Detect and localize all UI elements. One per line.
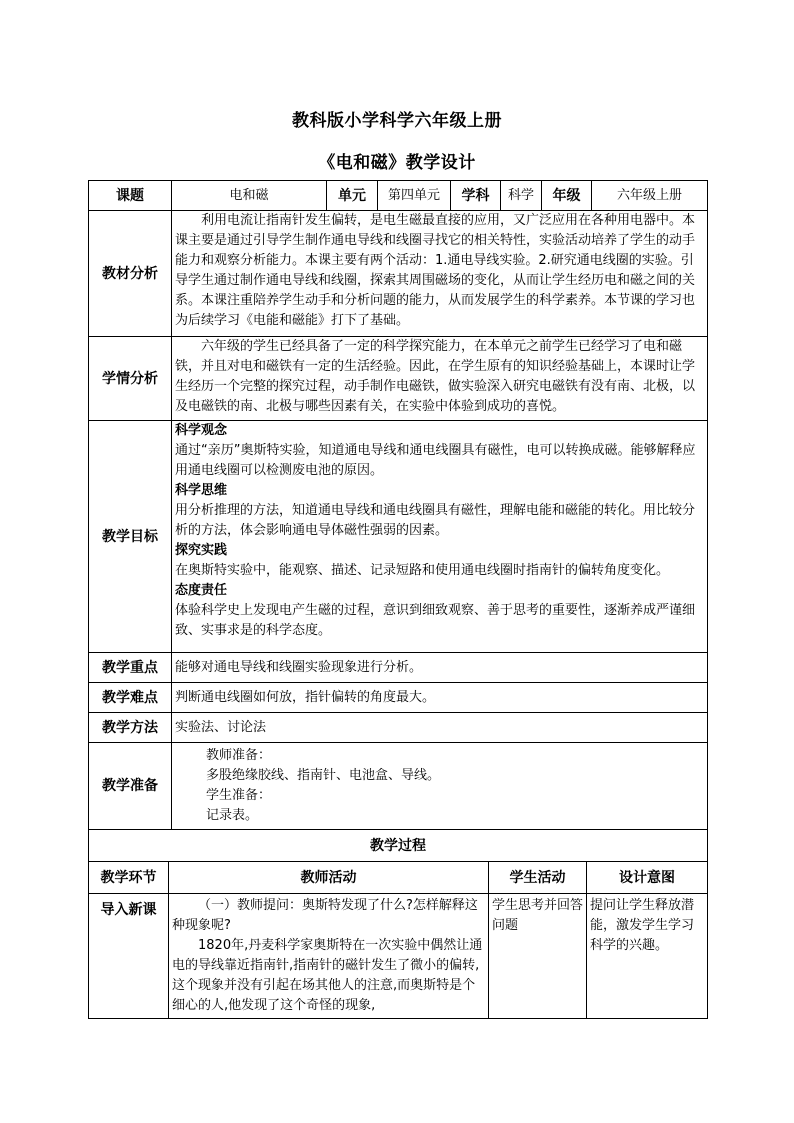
objectives-cell [172, 421, 708, 653]
teacher-activity-paragraph: 1820年,丹麦科学家奥斯特在一次实验中偶然让通电的导线靠近指南针,指南针的磁针发生了微小的偏转,这个现象并没有引起在场其他人的注意,而奥斯特是个细心的人,他发现了这个奇怪的现象, [172, 938, 483, 1013]
difficulty-text: 判断通电线圈如何放，指针偏转的角度最大。 [172, 683, 708, 713]
method-row [89, 713, 708, 743]
student-analysis-label: 学情分析 [89, 337, 172, 421]
objective-text: 在奥斯特实验中，能观察、描述、记录短路和使用通电线圈时指南针的偏转角度变化。 [175, 563, 670, 578]
key-point-text: 能够对通电导线和线圈实验现象进行分析。 [172, 653, 708, 683]
process-row [89, 894, 708, 1019]
process-header-intent: 设计意图 [587, 862, 708, 894]
method-label: 教学方法 [89, 713, 172, 743]
material-analysis-label: 教材分析 [89, 211, 172, 337]
preparation-line: 学生准备： [206, 788, 272, 803]
topic-value: 电和磁 [172, 181, 327, 211]
student-analysis-text: 六年级的学生已经具备了一定的科学探究能力，在本单元之前学生已经学习了电和磁铁，并且对电和磁铁有一定的生活经验。因此，在学生原有的知识经验基础上，本课时让学生经历一个完整的探究过程，动手制作电磁铁，做实验深入研究电磁铁有没有南、北极，以及电磁铁的南、北极与哪些因素有关，在实验中体验到成功的喜悦。 [175, 339, 696, 414]
objective-heading: 科学观念 [175, 423, 228, 438]
objectives-label: 教学目标 [89, 421, 172, 653]
objective-heading: 科学思维 [175, 483, 228, 498]
teacher-activity-paragraph: （一）教师提问：奥斯特发现了什么?怎样解释这种现象呢? [172, 898, 478, 933]
preparation-label: 教学准备 [89, 743, 172, 830]
unit-label: 单元 [327, 181, 378, 211]
student-analysis-row [89, 337, 708, 421]
lesson-info-table [88, 180, 708, 830]
difficulty-row [89, 683, 708, 713]
process-design-intent: 提问让学生释放潜能，激发学生学习科学的兴趣。 [587, 894, 708, 1019]
objective-text: 体验科学史上发现电产生磁的过程，意识到细致观察、善于思考的重要性，逐渐养成严谨细致、实事求是的科学态度。 [175, 603, 696, 638]
material-analysis-row [89, 211, 708, 337]
student-analysis-cell [172, 337, 708, 421]
process-stage: 导入新课 [89, 894, 169, 1019]
process-teacher-cell [169, 894, 489, 1019]
method-text: 实验法、讨论法 [172, 713, 708, 743]
preparation-row [89, 743, 708, 830]
preparation-line: 记录表。 [206, 808, 259, 823]
process-header-teacher: 教师活动 [169, 862, 489, 894]
objective-text: 通过“亲历”奥斯特实验，知道通电导线和通电线圈具有磁性，电可以转换成磁。能够解释应用通电线圈可以检测废电池的原因。 [175, 443, 696, 478]
key-point-row [89, 653, 708, 683]
objective-heading: 态度责任 [175, 583, 228, 598]
process-header-row [89, 862, 708, 894]
topic-row [89, 181, 708, 211]
process-header-stage: 教学环节 [89, 862, 169, 894]
process-title: 教学过程 [89, 830, 708, 862]
difficulty-label: 教学难点 [89, 683, 172, 713]
material-analysis-text: 利用电流让指南针发生偏转，是电生磁最直接的应用，又广泛应用在各种用电器中。本课主要是通过引导学生制作通电导线和线圈寻找它的相关特性，实验活动培养了学生的动手能力和观察分析能力。本课主要有两个活动：1.通电导线实验。2.研究通电线圈的实验。引导学生通过制作通电导线和线圈，探索其周围磁场的变化，从而让学生经历电和磁之间的关系。本课注重陪养学生动手和分析问题的能力，从而发展学生的科学素养。本节课的学习也为后续学习《电能和磁能》打下了基础。 [175, 213, 696, 328]
objective-heading: 探究实践 [175, 543, 228, 558]
material-analysis-cell [172, 211, 708, 337]
preparation-line: 教师准备： [206, 748, 272, 763]
topic-label: 课题 [89, 181, 172, 211]
objectives-row [89, 421, 708, 653]
key-point-label: 教学重点 [89, 653, 172, 683]
document-subtitle: 《电和磁》教学设计 [318, 153, 476, 173]
preparation-line: 多股绝缘胶线、指南针、电池盒、导线。 [206, 768, 441, 783]
preparation-cell [172, 743, 708, 830]
process-header-student: 学生活动 [489, 862, 587, 894]
process-table [88, 829, 708, 1019]
objective-text: 用分析推理的方法，知道通电导线和通电线圈具有磁性，理解电能和磁能的转化。用比较分析的方法，体会影响通电导体磁性强弱的因素。 [175, 503, 696, 538]
unit-value: 第四单元 [378, 181, 451, 211]
subject-label: 学科 [451, 181, 501, 211]
document-title: 教科版小学科学六年级上册 [292, 111, 502, 131]
process-student-activity: 学生思考并回答问题 [489, 894, 587, 1019]
subject-value: 科学 [501, 181, 542, 211]
grade-value: 六年级上册 [592, 181, 708, 211]
grade-label: 年级 [542, 181, 592, 211]
process-title-row [89, 830, 708, 862]
